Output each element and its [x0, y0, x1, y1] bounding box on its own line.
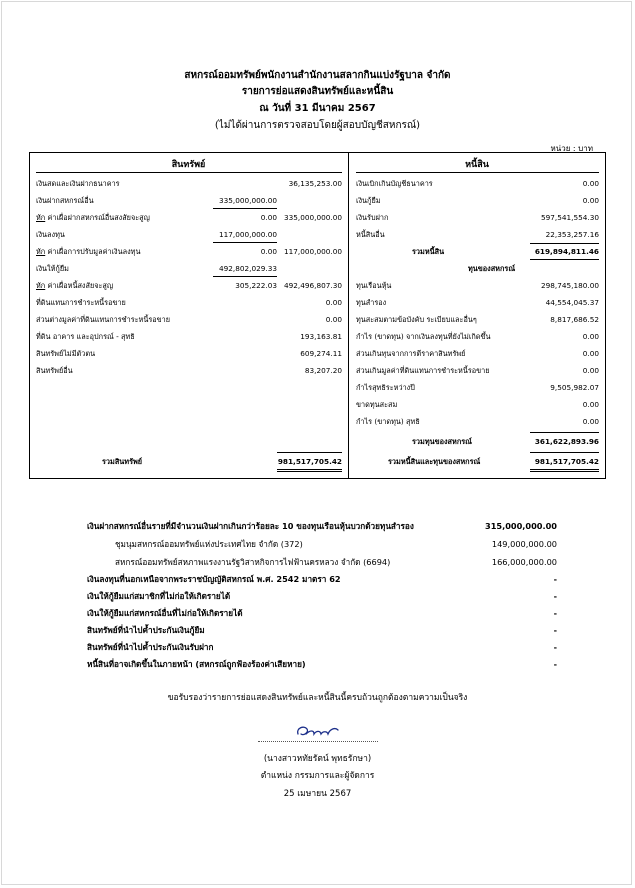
asset-label: เงินให้กู้ยืม [36, 264, 69, 273]
asset-subtotal-rule [213, 242, 277, 243]
liabilities-total-label: รวมหนี้สิน [412, 247, 445, 256]
asset-value: 0.00 [325, 315, 342, 324]
note-amount: - [553, 574, 557, 584]
asset-label: สินทรัพย์อื่น [36, 366, 73, 375]
equity-subtotal-rule [530, 432, 599, 433]
equity-label: ส่วนเกินมูลค่าที่ดินแทนการชำระหนี้รอขาย [356, 366, 490, 375]
signatory-name: (นางสาวหทัยรัตน์ พุทธรักษา) [263, 754, 372, 764]
note-label: เงินให้กู้ยืมแก่สมาชิกที่ไม่ก่อให้เกิดรายได้ [87, 591, 231, 601]
liability-total-rule [530, 259, 599, 260]
asset-subvalue: 305,222.03 [235, 281, 277, 290]
grand-total-value: 981,517,705.42 [534, 457, 599, 466]
asset-subvalue: 492,802,029.33 [218, 264, 277, 273]
note-amount: 166,000,000.00 [491, 557, 557, 567]
asset-value: 0.00 [325, 298, 342, 307]
asset-subvalue: 0.00 [260, 213, 277, 222]
note-label: ชุมนุมสหกรณ์ออมทรัพย์แห่งประเทศไทย จำกัด (372) [115, 539, 303, 549]
note-row [87, 623, 557, 637]
report-date: ณ วันที่ 31 มีนาคม 2567 [259, 103, 376, 114]
note-row [87, 555, 557, 569]
equity-value: 0.00 [582, 332, 599, 341]
liability-value: 597,541,554.30 [540, 213, 599, 222]
equity-label: ทุนเรือนหุ้น [356, 281, 392, 290]
note-row [87, 519, 557, 533]
asset-subvalue: 117,000,000.00 [218, 230, 277, 239]
equity-value: 0.00 [582, 400, 599, 409]
note-row [87, 572, 557, 586]
liability-label: เงินรับฝาก [356, 213, 389, 222]
deduct-prefix: หัก [36, 213, 46, 222]
note-amount: - [553, 642, 557, 652]
asset-total-rule [277, 452, 342, 453]
note-row [87, 589, 557, 603]
asset-value: 36,135,253.00 [288, 179, 342, 188]
note-label: หนี้สินที่อาจเกิดขึ้นในภายหน้า (สหกรณ์ถูกฟ้องร้องค่าเสียหาย) [87, 659, 306, 669]
asset-label: เงินฝากสหกรณ์อื่น [36, 196, 94, 205]
equity-total-value: 361,622,893.96 [534, 437, 599, 446]
asset-value: 335,000,000.00 [283, 213, 342, 222]
equity-value: 9,505,982.07 [550, 383, 599, 392]
equity-value: 44,554,045.37 [545, 298, 599, 307]
liability-subtotal-rule [530, 243, 599, 244]
note-amount: 315,000,000.00 [485, 521, 557, 531]
note-row [87, 606, 557, 620]
liabilities-heading-rule [356, 172, 599, 173]
asset-value: 117,000,000.00 [283, 247, 342, 256]
liability-label: เงินกู้ยืม [356, 196, 381, 205]
note-amount: 149,000,000.00 [491, 539, 557, 549]
asset-subtotal-rule [213, 276, 277, 277]
note-row [87, 657, 557, 671]
signatory-position: ตำแหน่ง กรรมการและผู้จัดการ [260, 771, 375, 781]
note-label: สินทรัพย์ที่นำไปค้ำประกันเงินรับฝาก [87, 642, 214, 652]
liabilities-total-value: 619,894,811.46 [534, 247, 599, 256]
asset-value: 193,163.81 [300, 332, 342, 341]
signature-image [292, 722, 344, 740]
note-row [87, 640, 557, 654]
liability-value: 0.00 [582, 196, 599, 205]
equity-total-label: รวมทุนของสหกรณ์ [412, 437, 472, 446]
note-label: สหกรณ์ออมทรัพย์สหภาพแรงงานรัฐวิสาหกิจการไฟฟ้านครหลวง จำกัด (6694) [115, 557, 391, 567]
note-amount: - [553, 591, 557, 601]
note-label: เงินลงทุนที่นอกเหนือจากพระราชบัญญัติสหกรณ์ พ.ศ. 2542 มาตรา 62 [87, 574, 341, 584]
asset-total-double-rule [277, 469, 342, 472]
assets-heading: สินทรัพย์ [171, 160, 206, 170]
equity-value: 298,745,180.00 [540, 281, 599, 290]
asset-label: เงินสดและเงินฝากธนาคาร [36, 179, 120, 188]
asset-subvalue: 0.00 [260, 247, 277, 256]
org-name: สหกรณ์ออมทรัพย์พนักงานสำนักงานสลากกินแบ่งรัฐบาล จำกัด [184, 70, 451, 81]
equity-value: 0.00 [582, 349, 599, 358]
asset-value: 492,496,807.30 [283, 281, 342, 290]
assets-heading-rule [36, 172, 342, 173]
liabilities-heading: หนี้สิน [465, 160, 489, 170]
equity-label: ส่วนเกินทุนจากการตีราคาสินทรัพย์ [356, 349, 466, 358]
equity-value: 8,817,686.52 [550, 315, 599, 324]
certification-statement: ขอรับรองว่ารายการย่อแสดงสินทรัพย์และหนี้สินนี้ครบถ้วนถูกต้องตามความเป็นจริง [167, 693, 468, 703]
equity-label: ทุนสำรอง [356, 298, 387, 307]
asset-label: ที่ดิน อาคาร และอุปกรณ์ - สุทธิ [36, 332, 135, 341]
equity-label: ทุนสะสมตามข้อบังคับ ระเบียบและอื่นๆ [356, 315, 477, 324]
liability-value: 0.00 [582, 179, 599, 188]
note-row [87, 537, 557, 551]
deduct-prefix: หัก [36, 247, 46, 256]
asset-value: 609,274.11 [300, 349, 342, 358]
equity-label: กำไรสุทธิระหว่างปี [356, 383, 415, 392]
liability-label: หนี้สินอื่น [356, 230, 385, 239]
asset-label: ส่วนต่างมูลค่าที่ดินแทนการชำระหนี้รอขาย [36, 315, 171, 324]
asset-label: เงินลงทุน [36, 230, 65, 239]
assets-total-value: 981,517,705.42 [277, 457, 342, 466]
equity-value: 0.00 [582, 366, 599, 375]
equity-label: กำไร (ขาดทุน) จากเงินลงทุนที่ยังไม่เกิดขึ้น [356, 332, 491, 341]
equity-heading: ทุนของสหกรณ์ [468, 264, 516, 273]
column-divider [348, 152, 349, 479]
note-amount: - [553, 608, 557, 618]
note-label: เงินฝากสหกรณ์อื่นรายที่มีจำนวนเงินฝากเกินกว่าร้อยละ 10 ของทุนเรือนหุ้นบวกด้วยทุนสำรอง [87, 521, 414, 531]
asset-label: ค่าเผื่อหนี้สงสัยจะสูญ [45, 281, 114, 290]
note-amount: - [553, 659, 557, 669]
grand-total-label: รวมหนี้สินและทุนของสหกรณ์ [388, 457, 481, 466]
signature-date: 25 เมษายน 2567 [283, 789, 352, 799]
audit-note: (ไม่ได้ผ่านการตรวจสอบโดยผู้สอบบัญชีสหกรณ์) [214, 120, 421, 131]
asset-label: ที่ดินแทนการชำระหนี้รอขาย [36, 298, 126, 307]
asset-label: ค่าเผื่อการปรับมูลค่าเงินลงทุน [45, 247, 141, 256]
signature-line [258, 741, 378, 742]
note-label: สินทรัพย์ที่นำไปค้ำประกันเงินกู้ยืม [87, 625, 205, 635]
asset-label: ค่าเผื่อฝากสหกรณ์อื่นสงสัยจะสูญ [45, 213, 150, 222]
equity-total-rule [530, 452, 599, 453]
equity-value: 0.00 [582, 417, 599, 426]
equity-label: กำไร (ขาดทุน) สุทธิ [356, 417, 420, 426]
asset-subtotal-rule [213, 208, 277, 209]
asset-value: 83,207.20 [304, 366, 342, 375]
asset-subvalue: 335,000,000.00 [218, 196, 277, 205]
note-label: เงินให้กู้ยืมแก่สหกรณ์อื่นที่ไม่ก่อให้เกิดรายได้ [87, 608, 243, 618]
deduct-prefix: หัก [36, 281, 46, 290]
equity-label: ขาดทุนสะสม [356, 400, 398, 409]
assets-total-label: รวมสินทรัพย์ [102, 457, 143, 466]
grand-total-double-rule [530, 469, 599, 472]
liability-label: เงินเบิกเกินบัญชีธนาคาร [356, 179, 433, 188]
liability-value: 22,353,257.16 [545, 230, 599, 239]
note-amount: - [553, 625, 557, 635]
unit-label: หน่วย : บาท [550, 144, 593, 153]
report-title: รายการย่อแสดงสินทรัพย์และหนี้สิน [241, 86, 394, 97]
asset-label: สินทรัพย์ไม่มีตัวตน [36, 349, 96, 358]
